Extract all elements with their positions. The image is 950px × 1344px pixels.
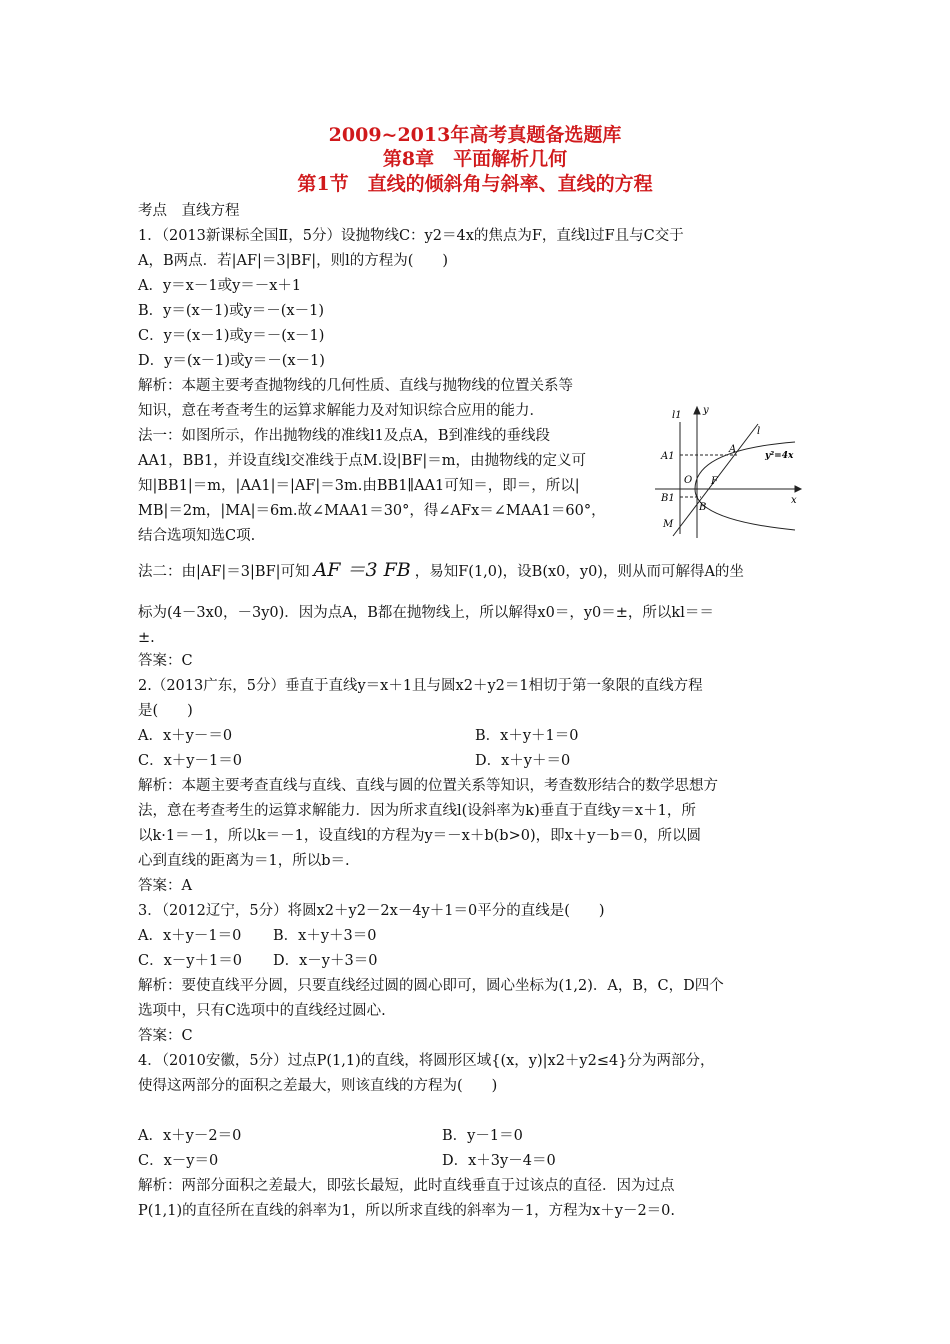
q1-analysis-line-4: AA1，BB1，并设直线l交准线于点M.设|BF|＝m，由抛物线的定义可 <box>138 453 587 469</box>
q4-stem-line-2: 使得这两部分的面积之差最大，则该直线的方程为( ) <box>138 1078 498 1094</box>
q1-method2-line-2: 标为(4－3x0，－3y0)．因为点A，B都在抛物线上，所以解得x0＝，y0＝±，所以kl＝＝ <box>138 605 714 621</box>
x-axis-arrow <box>795 486 801 492</box>
q3-stem-line-1: 3．（2012辽宁，5分）将圆x2＋y2－2x－4y＋1＝0平分的直线是( ) <box>138 903 605 919</box>
q1-analysis-line-1: 解析：本题主要考查抛物线的几何性质、直线与抛物线的位置关系等 <box>138 378 573 394</box>
title-line-3: 第1节 直线的倾斜角与斜率、直线的方程 <box>297 173 653 195</box>
q1-method2-prefix: 法二：由|AF|＝3|BF|可知 <box>138 564 310 580</box>
label-y: y <box>703 405 709 416</box>
q3-analysis-line-1: 解析：要使直线平分圆，只要直线经过圆的圆心即可，圆心坐标为(1,2)．A，B，C，D四个 <box>138 978 724 994</box>
q2-stem-line-2: 是( ) <box>138 703 193 719</box>
q1-analysis-line-3: 法一：如图所示，作出抛物线的准线l1及点A，B到准线的垂线段 <box>138 428 550 444</box>
q2-option-b: B．x＋y＋1＝0 <box>475 728 579 744</box>
q2-analysis-line-4: 心到直线的距离为＝1，所以b＝. <box>138 853 350 869</box>
label-equation: y²=4x <box>765 451 794 461</box>
title-line-2: 第8章 平面解析几何 <box>382 148 568 170</box>
label-m: M <box>663 519 674 530</box>
q1-stem-line-2: A，B两点．若|AF|＝3|BF|，则l的方程为( ) <box>138 253 449 269</box>
q2-analysis-line-1: 解析：本题主要考查直线与直线、直线与圆的位置关系等知识，考查数形结合的数学思想方 <box>138 778 718 794</box>
q3-analysis-line-2: 选项中，只有C选项中的直线经过圆心. <box>138 1003 386 1019</box>
label-a1: A1 <box>661 451 675 462</box>
label-o: O <box>684 475 693 486</box>
q1-analysis-line-7: 结合选项知选C项. <box>138 528 256 544</box>
q1-method2-line-3: ±. <box>138 630 155 646</box>
q1-option-d: D．y＝(x－1)或y＝－(x－1) <box>138 353 325 369</box>
q2-option-d: D．x＋y＋＝0 <box>475 753 571 769</box>
q1-option-c: C．y＝(x－1)或y＝－(x－1) <box>138 328 325 344</box>
label-l1: l1 <box>672 410 682 421</box>
q3-answer: 答案：C <box>138 1028 193 1044</box>
q1-method2-line-1 <box>138 560 744 582</box>
label-x: x <box>791 495 797 506</box>
q1-stem-line-1: 1．（2013新课标全国Ⅱ，5分）设抛物线C：y2＝4x的焦点为F，直线l过F且与C交于 <box>138 228 684 244</box>
q1-option-a: A．y＝x－1或y＝－x＋1 <box>138 278 302 294</box>
q2-option-c: C．x＋y－1＝0 <box>138 753 242 769</box>
q1-analysis-line-6: MB|＝2m，|MA|＝6m.故∠MAA1＝30°，得∠AFx＝∠MAA1＝60°， <box>138 503 606 519</box>
q2-stem-line-1: 2.（2013广东，5分）垂直于直线y＝x＋1且与圆x2＋y2＝1相切于第一象限的直线方程 <box>138 678 703 694</box>
q4-analysis-line-2: P(1,1)的直径所在直线的斜率为1，所以所求直线的斜率为－1，方程为x＋y－2＝0. <box>138 1203 676 1219</box>
label-l: l <box>757 426 761 437</box>
q3-option-c: C．x－y＋1＝0 <box>138 953 242 969</box>
q2-answer: 答案：A <box>138 878 192 894</box>
y-axis-arrow <box>694 407 700 414</box>
label-b: B <box>699 502 707 513</box>
q2-analysis-line-3: 以k·1＝－1，所以k＝－1，设直线l的方程为y＝－x＋b(b>0)，即x＋y－b＝0，所以圆 <box>138 828 701 844</box>
q1-analysis-line-2: 知识，意在考查考生的运算求解能力及对知识综合应用的能力． <box>138 403 544 419</box>
parabola-figure <box>655 402 805 540</box>
q1-method2-suffix: ，易知F(1,0)，设B(x0，y0)，则从而可解得A的坐 <box>414 564 744 580</box>
q2-option-a: A．x＋y－＝0 <box>138 728 233 744</box>
q4-option-d: D．x＋3y－4＝0 <box>442 1153 556 1169</box>
q3-option-a: A．x＋y－1＝0 <box>138 928 242 944</box>
q3-option-b: B．x＋y＋3＝0 <box>273 928 377 944</box>
title-line-1: 2009~2013年高考真题备选题库 <box>328 124 622 146</box>
q1-option-b: B．y＝(x－1)或y＝－(x－1) <box>138 303 324 319</box>
label-f: F <box>711 476 718 487</box>
q1-answer: 答案：C <box>138 653 193 669</box>
q2-analysis-line-2: 法，意在考查考生的运算求解能力．因为所求直线l(设斜率为k)垂直于直线y＝x＋1，所 <box>138 803 696 819</box>
q4-option-a: A．x＋y－2＝0 <box>138 1128 242 1144</box>
q1-analysis-line-5: 知|BB1|＝m，|AA1|＝|AF|＝3m.由BB1∥AA1可知＝，即＝，所以| <box>138 478 580 494</box>
q4-stem-line-1: 4．（2010安徽，5分）过点P(1,1)的直线，将圆形区域{(x，y)|x2＋y2≤4}分为两部分， <box>138 1053 715 1069</box>
q1-vector-expression: AF ＝3 FB <box>313 559 411 581</box>
q4-analysis-line-1: 解析：两部分面积之差最大，即弦长最短，此时直线垂直于过该点的直径．因为过点 <box>138 1178 675 1194</box>
topic-heading: 考点 直线方程 <box>138 203 240 219</box>
q3-option-d: D．x－y＋3＝0 <box>273 953 378 969</box>
label-b1: B1 <box>661 493 675 504</box>
q4-option-b: B．y－1＝0 <box>442 1128 523 1144</box>
q4-option-c: C．x－y＝0 <box>138 1153 219 1169</box>
label-a: A <box>729 444 737 455</box>
